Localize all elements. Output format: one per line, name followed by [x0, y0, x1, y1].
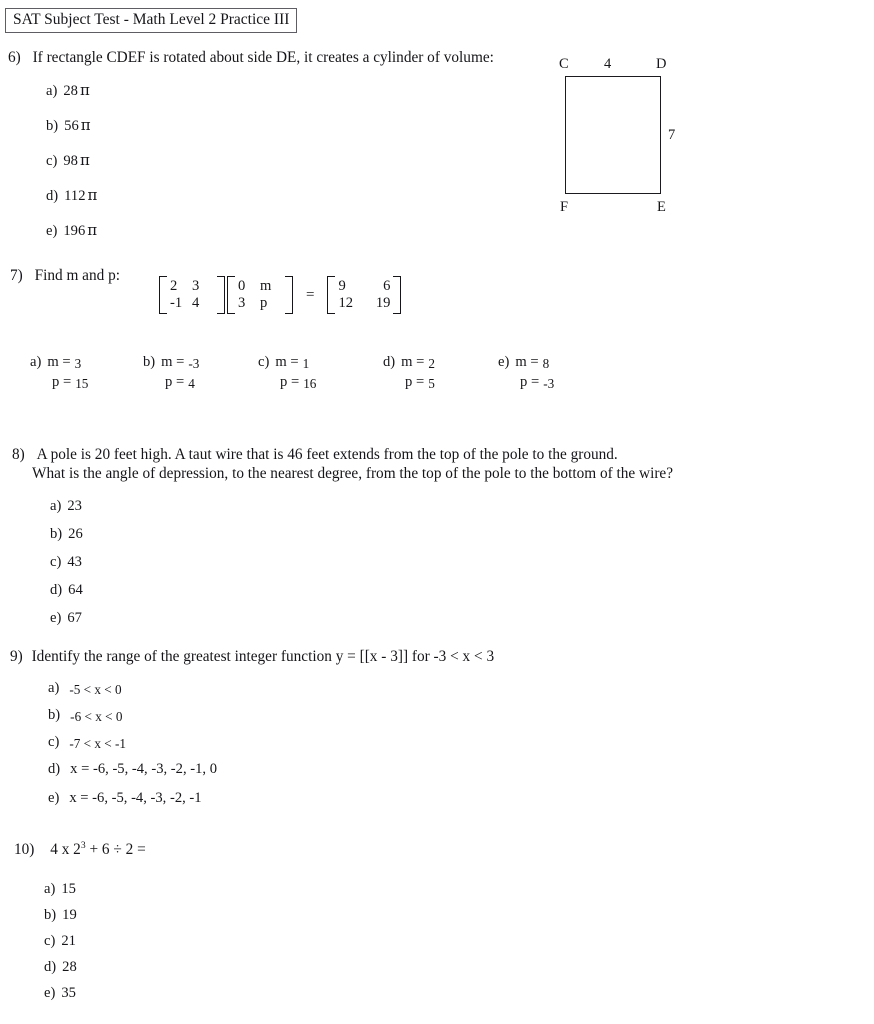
choice-value: 23: [67, 498, 82, 514]
matrix-cell: 3: [238, 295, 246, 311]
matrix-cell: 19: [375, 295, 391, 311]
question-10-expression-suffix: + 6 ÷ 2 =: [85, 841, 146, 858]
question-10-choice-c[interactable]: [44, 933, 76, 950]
question-10-exponent: 3: [80, 839, 86, 851]
bracket-left-open: [159, 276, 167, 314]
p-prefix: p =: [280, 374, 300, 390]
question-6-choice-a[interactable]: [46, 81, 89, 100]
bracket-middle-open: [227, 276, 235, 314]
vertex-label-e: E: [657, 199, 666, 215]
choice-value: 28: [63, 83, 78, 99]
question-6-choice-e[interactable]: [46, 221, 97, 240]
choice-value: 196: [63, 223, 86, 239]
matrix-row: [238, 278, 282, 295]
choice-label: b): [48, 707, 61, 723]
m-value: -3: [188, 356, 200, 371]
pi-icon: π: [79, 81, 90, 99]
pi-icon: π: [80, 116, 91, 134]
m-prefix: m =: [161, 354, 185, 370]
question-10-expression-prefix: 4 x 2: [50, 841, 81, 858]
question-7-choice-c[interactable]: [258, 352, 316, 392]
question-8-line-2: What is the angle of depression, to the nearest degree, from the top of the pole to the bottom of the wire?: [32, 465, 673, 482]
choice-label: c): [48, 734, 60, 750]
m-prefix: m =: [275, 354, 299, 370]
choice-label: e): [46, 223, 58, 239]
equals-sign: =: [306, 286, 315, 303]
vertex-label-d: D: [656, 56, 667, 72]
choice-label: d): [50, 582, 63, 598]
m-value: 3: [74, 356, 82, 371]
choice-label: c): [44, 933, 56, 949]
question-7-number: 7): [10, 267, 23, 284]
p-prefix: p =: [520, 374, 540, 390]
choice-label: a): [46, 83, 58, 99]
p-prefix: p =: [52, 374, 72, 390]
question-10-choice-e[interactable]: [44, 985, 76, 1002]
question-10-choice-a[interactable]: [44, 881, 76, 898]
choice-label: d): [383, 354, 396, 370]
choice-value: -6 < x < 0: [70, 709, 123, 724]
m-prefix: m =: [401, 354, 425, 370]
m-value: 1: [302, 356, 310, 371]
m-prefix: m =: [47, 354, 71, 370]
p-value: 15: [75, 376, 89, 391]
choice-value: 35: [61, 985, 76, 1001]
matrix-cell: -1: [170, 295, 183, 311]
question-7: [10, 266, 120, 285]
question-8-choice-a[interactable]: [50, 498, 82, 515]
p-value: 4: [188, 376, 195, 391]
matrix-row: [238, 295, 282, 312]
rectangle-figure-cdef: [548, 52, 688, 217]
choice-label: d): [44, 959, 57, 975]
choice-value: -7 < x < -1: [69, 736, 126, 751]
choice-value: 15: [61, 881, 76, 897]
matrix-middle: [227, 276, 293, 314]
matrix-right: [327, 276, 401, 314]
matrix-cell: 12: [338, 295, 354, 311]
question-7-choice-b[interactable]: [143, 352, 199, 392]
m-prefix: m =: [515, 354, 539, 370]
question-9-number: 9): [10, 648, 23, 665]
choice-label: c): [46, 153, 58, 169]
question-6-choice-c[interactable]: [46, 151, 89, 170]
m-value: 8: [542, 356, 550, 371]
matrix-cell: 0: [238, 278, 246, 294]
question-6-number: 6): [8, 49, 21, 66]
matrix-cell: 4: [192, 295, 200, 311]
rectangle-shape: [565, 76, 661, 194]
choice-value: 26: [68, 526, 83, 542]
bracket-left-close: [217, 276, 225, 314]
m-value: 2: [428, 356, 435, 371]
question-10-choice-b[interactable]: [44, 907, 77, 924]
question-8-choice-c[interactable]: [50, 554, 82, 571]
p-value: 16: [303, 376, 317, 391]
matrix-cell: m: [260, 278, 272, 294]
question-10: [14, 840, 146, 859]
p-value: -3: [543, 376, 555, 391]
page-title: SAT Subject Test - Math Level 2 Practice III: [5, 8, 297, 33]
p-prefix: p =: [165, 374, 185, 390]
choice-value: 19: [62, 907, 77, 923]
bracket-middle-close: [285, 276, 293, 314]
pi-icon: π: [79, 151, 90, 169]
choice-value: x = -6, -5, -4, -3, -2, -1: [69, 790, 202, 806]
choice-label: b): [44, 907, 57, 923]
matrix-equation: [158, 276, 402, 314]
choice-label: d): [48, 761, 61, 777]
choice-value: 64: [68, 582, 83, 598]
question-7-choice-d[interactable]: [383, 352, 435, 392]
choice-value: 43: [67, 554, 82, 570]
matrix-cell: 6: [383, 278, 391, 294]
choice-label: b): [46, 118, 59, 134]
matrix-row: [170, 278, 214, 295]
matrix-row: [338, 295, 390, 312]
choice-value: 112: [64, 188, 86, 204]
choice-label: e): [44, 985, 56, 1001]
question-6-choice-b[interactable]: [46, 116, 90, 135]
question-7-choice-e[interactable]: [498, 352, 554, 392]
question-6-body: If rectangle CDEF is rotated about side DE, it creates a cylinder of volume:: [32, 49, 494, 66]
question-9-choice-d[interactable]: [48, 761, 217, 778]
choice-label: a): [50, 498, 62, 514]
question-10-choice-d[interactable]: [44, 959, 77, 976]
matrix-cell: 2: [170, 278, 178, 294]
matrix-row: [170, 295, 214, 312]
choice-label: e): [48, 790, 60, 806]
choice-label: a): [48, 680, 60, 696]
question-8-number: 8): [12, 446, 25, 463]
vertex-label-c: C: [559, 56, 569, 72]
pi-icon: π: [87, 186, 97, 204]
question-7-choice-a[interactable]: [30, 352, 88, 392]
choice-value: 28: [62, 959, 77, 975]
question-8-line-1: [12, 445, 673, 464]
question-8-choice-d[interactable]: [50, 582, 83, 599]
pi-icon: π: [87, 221, 97, 239]
question-10-number: 10): [14, 841, 35, 858]
question-9-choice-c[interactable]: [48, 734, 126, 751]
question-7-text: [10, 266, 120, 285]
question-6-choice-d[interactable]: [46, 186, 97, 205]
matrix-row: [338, 278, 390, 295]
side-length-top: 4: [604, 56, 612, 72]
choice-label: a): [44, 881, 56, 897]
choice-value: 67: [67, 610, 82, 626]
bracket-right-close: [393, 276, 401, 314]
choice-value: 21: [61, 933, 76, 949]
choice-label: b): [143, 354, 156, 370]
choice-label: c): [258, 354, 270, 370]
p-value: 5: [428, 376, 435, 391]
bracket-right-open: [327, 276, 335, 314]
question-8-choice-e[interactable]: [50, 610, 82, 627]
question-9-body: Identify the range of the greatest integer function y = [[x - 3]] for -3 < x < 3: [31, 648, 495, 665]
p-prefix: p =: [405, 374, 425, 390]
question-9: [10, 647, 494, 666]
question-7-body: Find m and p:: [34, 267, 120, 284]
question-9-choice-a[interactable]: [48, 680, 122, 697]
matrix-left: [159, 276, 225, 314]
question-9-choice-b[interactable]: [48, 707, 122, 724]
choice-value: -5 < x < 0: [69, 682, 122, 697]
choice-value: 98: [63, 153, 78, 169]
question-9-text: [10, 647, 494, 666]
question-10-text: [14, 840, 146, 859]
choice-label: a): [30, 354, 42, 370]
question-6: [8, 48, 494, 67]
vertex-label-f: F: [560, 199, 569, 215]
choice-value: 56: [64, 118, 79, 134]
choice-label: c): [50, 554, 62, 570]
matrix-cell: 9: [338, 278, 346, 294]
choice-label: d): [46, 188, 59, 204]
choice-label: e): [50, 610, 62, 626]
question-8-body-line-1: A pole is 20 feet high. A taut wire that is 46 feet extends from the top of the pole to the ground.: [36, 446, 618, 463]
question-6-text: [8, 48, 494, 67]
choice-value: x = -6, -5, -4, -3, -2, -1, 0: [70, 761, 218, 777]
side-length-right: 7: [668, 127, 676, 143]
choice-label: e): [498, 354, 510, 370]
question-9-choice-e[interactable]: [48, 790, 202, 807]
matrix-cell: p: [260, 295, 268, 311]
question-8-choice-b[interactable]: [50, 526, 83, 543]
matrix-cell: 3: [192, 278, 200, 294]
question-8: [12, 445, 673, 483]
choice-label: b): [50, 526, 63, 542]
